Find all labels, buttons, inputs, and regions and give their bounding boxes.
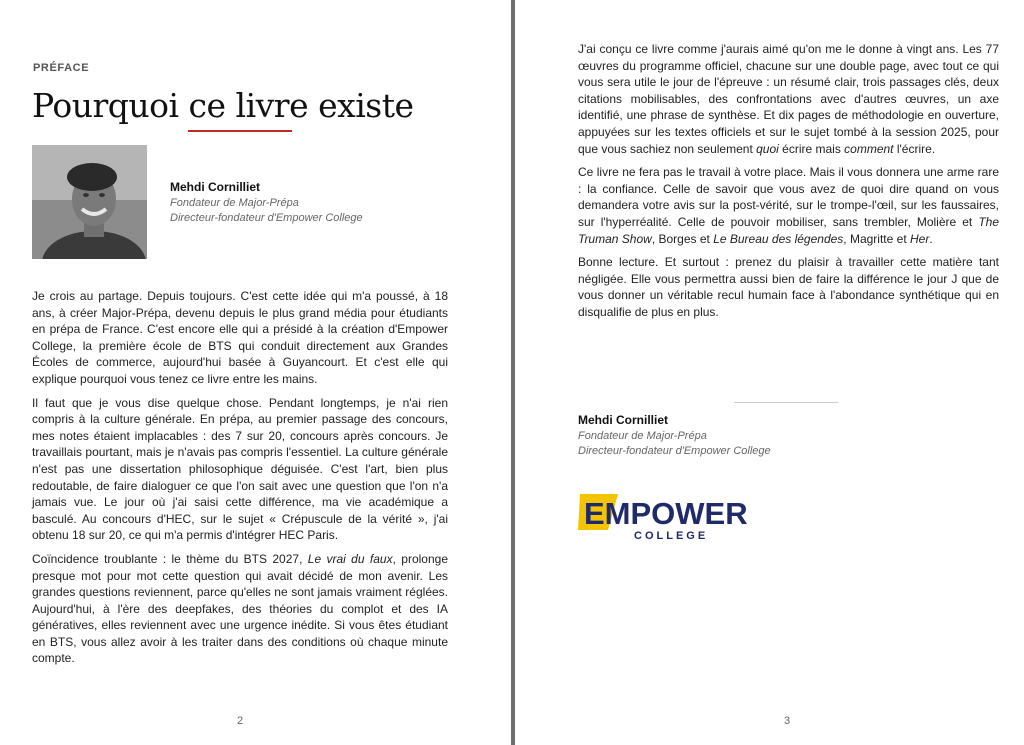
author-photo (32, 145, 147, 259)
paragraph: Bonne lecture. Et surtout : prenez du plaisir à travailler cette matière tant négligée. Elle vous permettra aussi bien de faire la différence le jour J que de vous donner un véritable recul humain face à l'abondance synthétique qui en disqualifie de plus en plus. (578, 255, 999, 319)
author-role-2: Directeur-fondateur d'Empower College (170, 212, 363, 224)
logo-wordmark: EMPOWER (584, 496, 748, 531)
signature-name: Mehdi Cornilliet (578, 413, 668, 427)
page-number: 3 (784, 715, 791, 727)
paragraph: Je crois au partage. Depuis toujours. C'est cette idée qui m'a poussé, à 18 ans, à créer Major-Prépa, devenu depuis le plus grand média pour étudiants en prépa de France. C'est encore elle qui a présidé à la création d'Empower College, la première école de BTS qui conduit directement aux Grandes Écoles de commerce, aujourd'hui basée à Guyancourt. Et c'est elle qui explique pourquoi vous tenez ce livre entre les mains. (32, 289, 448, 386)
title-underline (188, 130, 292, 132)
logo-subtitle: COLLEGE (634, 530, 709, 542)
signature-role-2: Directeur-fondateur d'Empower College (578, 445, 771, 457)
paragraph: Ce livre ne fera pas le travail à votre place. Mais il vous donnera une arme rare : la confiance. Celle de savoir que vous avez de quoi dire quand on vous demandera votre avis sur la post-vérité, sur le trompe-l'œil, sur les faussaires, sur l'hyperréalité. Celle de pouvoir mobiliser, sans trembler, Molière et The Truman Show, Borges et Le Bureau des légendes, Magritte et Her. (578, 165, 999, 246)
page-3 (515, 0, 1024, 745)
page-title: Pourquoi ce livre existe (32, 86, 414, 125)
book-title: Le vrai du faux (307, 551, 393, 566)
body-text (32, 288, 448, 674)
page-number: 2 (237, 715, 244, 727)
paragraph: J'ai conçu ce livre comme j'aurais aimé qu'on me le donne à vingt ans. Les 77 œuvres du programme officiel, chacune sur une double page, avec tout ce qui vous sera utile le jour de l'épreuve : un résumé clair, trois passages clés, deux citations mobilisables, des confrontations avec d'autres œuvres, un axe identifié, une phrase de synthèse. Et dix pages de méthodologie en ouverture, appuyées sur les textes officiels et sur le sujet tombé à la session 2025, pour que vous sachiez non seulement quoi écrire mais comment l'écrire. (578, 42, 999, 156)
portrait-image (32, 145, 147, 259)
paragraph: Il faut que je vous dise quelque chose. Pendant longtemps, je n'ai rien compris à la culture générale. En prépa, au premier passage des concours, mes notes étaient implacables : des 7 sur 20, concours après concours. Je travaillais pourtant, mais je n'avais pas compris l'essentiel. La culture générale n'est pas une dissertation philosophique déguisée. C'est l'art, bien plus redoutable, de faire dialoguer ce que l'on sait avec une question que l'on n'a jamais vue. Le jour où j'ai saisi cette différence, ma vie académique a basculé. Au concours d'HEC, sur le sujet « Crépuscule de la vérité », j'ai obtenu 18 sur 20, ce qui m'a permis d'intégrer HEC Paris. (32, 395, 448, 543)
empower-college-logo (578, 490, 768, 542)
body-text (578, 41, 999, 328)
paragraph: Coïncidence troublante : le thème du BTS 2027, Le vrai du faux, prolonge presque mot pour mot cette question qui avait décidé de mon avenir. Les grandes questions reviennent, parce qu'elles ne sont jamais vraiment réglées. Aujourd'hui, à l'ère des deepfakes, des théories du complot et des IA génératives, elles reviennent avec une urgence inédite. Si vous êtes étudiant en BTS, vous allez avoir à les traiter dans des conditions où chaque minute compte. (32, 551, 449, 666)
signature-role-1: Fondateur de Major-Prépa (578, 430, 707, 442)
section-kicker: PRÉFACE (33, 62, 90, 74)
author-name: Mehdi Cornilliet (170, 180, 260, 194)
author-block (170, 180, 363, 226)
signature-block (578, 413, 771, 459)
signature-divider (734, 402, 838, 403)
page-2 (0, 0, 511, 745)
author-role-1: Fondateur de Major-Prépa (170, 197, 299, 209)
